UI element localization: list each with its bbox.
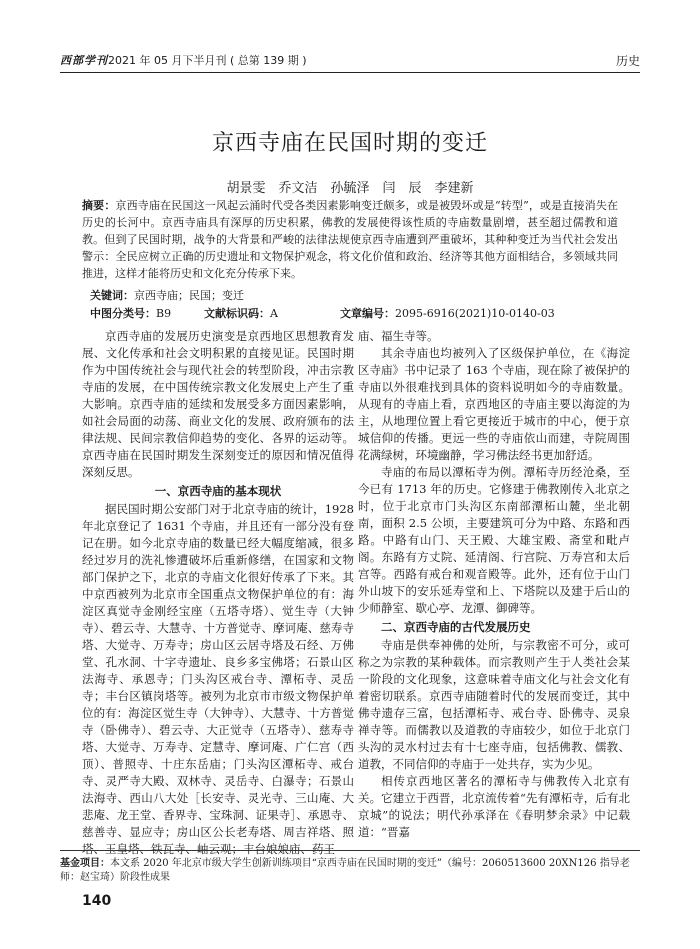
body-paragraph: 寺庙是供奉神佛的处所，与宗教密不可分，或可称之为宗教的某种载体。而宗教则产生于人类社会某一阶段的文化现象，这意味着寺庙文化与社会文化有着密切联系。京西寺庙随着时代的发展而变迁，其中佛寺遗存三富，包括潭柘寺、戒台寺、卧佛寺、灵泉禅寺等。而儒教以及道教的寺庙较少，如位于北京门头沟的灵水村过去有十七座寺庙，包括佛教、儒教、道教，不同信仰的寺庙于一处共存，实为少见。 <box>358 638 630 771</box>
body-paragraph: 相传京西地区著名的潭柘寺与佛教传入北京有关。它建立于西晋，北京流传着“先有潭柘寺，后有北京城”的说法；明代孙承泽在《春明梦余录》中记载道：“晋嘉 <box>358 774 630 839</box>
keywords-text: 京西寺庙；民国；变迁 <box>134 289 244 302</box>
clc-code: 中图分类号：B9 <box>90 307 172 320</box>
body-paragraph: 寺庙的布局以潭柘寺为例。潭柘寺历经沧桑，至今已有 1713 年的历史。它修建于佛教刚传入北京之时，位于北京市门头沟区东南部潭柘山麓，坐北朝南，面积 2.5 公顷，主要建筑可分为中路、东路和西路。中路有山门、天王殿、大雄宝殿、斋堂和毗卢阁。东路有方丈院、延清阁、行宫院、万寿宫和太后宫等。西路有戒台和观音殿等。此外，还有位于山门外山坡下的安乐延寿堂和上、下塔院以及建于后山的少师静室、歇心亭、龙潭、御碑等。 <box>358 465 630 615</box>
section-heading: 一、京西寺庙的基本现状 <box>154 484 282 498</box>
fund-label: 基金项目： <box>60 858 110 869</box>
footnote-fund <box>60 850 640 885</box>
article-title: 京西寺庙在民国时期的变迁 <box>211 131 488 156</box>
abstract-text: 京西寺庙在民国这一风起云涌时代受各类因素影响变迁颇多，或是被毁坏或是“转型”，或是直接消失在历史的长河中。京西寺庙具有深厚的历史积累，佛教的发展使得该性质的寺庙数量剧增，甚至超过儒教和道教。但到了民国时期，战争的大背景和严峻的法律法规使京西寺庙遭到严重破坏，其种种变迁为当代社会发出警示：全民应树立正确的历史遗址和文物保护观念，将文化价值和政治、经济等其他方面相结合，多领域共同推进，这样才能将历史和文化充分传承下来。 <box>82 199 618 280</box>
fund-text: 本文系 2020 年北京市级大学生创新训练项目“京西寺庙在民国时期的变迁”（编号：2060513600 20XN126 指导老师：赵宝琦）阶段性成果 <box>60 858 630 883</box>
page-number: 140 <box>82 893 112 909</box>
body-column-left <box>82 328 354 858</box>
body-paragraph: 庙、福生寺等。 <box>358 329 439 343</box>
abstract-label: 摘要： <box>82 199 116 212</box>
journal-issue-info: 西部学刊2021 年 05 月下半月刊 ( 总第 139 期 ) <box>60 54 307 67</box>
document-code: 文献标识码：A <box>204 307 278 320</box>
section-name: 历史 <box>615 54 640 68</box>
abstract <box>82 197 618 282</box>
article-number: 文章编号：2095-6916(2021)10-0140-03 <box>340 307 555 320</box>
body-paragraph: 据民国时期公安部门对于北京寺庙的统计，1928 年北京登记了 1631 个寺庙，并且还有一部分没有登记在册。如今北京寺庙的数量已经大幅度缩减，很多经过岁月的洗礼惨遭破坏后重新修缮，在国家和文物部门保护之下，北京的寺庙文化很好传承了下来。其中京西被列为北京市全国重点文物保护单位的有：海淀区真觉寺金刚经宝座（五塔寺塔）、觉生寺（大钟寺）、碧云寺、大慧寺、十方普觉寺、摩诃庵、慈寿寺塔、大觉寺、万寿寺；房山区云居寺塔及石经、万佛堂、孔水洞、十字寺遗址、良乡多宝佛塔；石景山区法海寺、承恩寺；门头沟区戒台寺、潭柘寺、灵岳寺；丰台区镇岗塔等。被列为北京市市级文物保护单位的有：海淀区觉生寺（大钟寺）、大慧寺、十方普觉寺（卧佛寺）、碧云寺、大正觉寺（五塔寺）、慈寿寺塔、大觉寺、万寿寺、定慧寺、摩诃庵、广仁宫（西顶）、普照寺、十庄东岳庙；门头沟区潭柘寺、戒台寺、灵严寺大殿、双林寺、灵岳寺、白瀑寺；石景山法海寺、西山八大处［长安寺、灵光寺、三山庵、大悲庵、龙王堂、香界寺、宝珠洞、证果寺］、承恩寺、慈善寺、显应寺；房山区公长老寿塔、周吉祥塔、照塔、玉皇塔、铁瓦寺、岫云观；丰台娘娘庙、药王 <box>82 502 354 856</box>
keywords-label: 关键词： <box>90 289 134 302</box>
article-authors: 胡景雯 乔文洁 孙毓泽 闫 辰 李建新 <box>226 181 474 196</box>
body-paragraph: 京西寺庙的发展历史演变是京西地区思想教育发展、文化传承和社会文明积累的直接见证。民国时期作为中国传统社会与现代社会的转型阶段，冲击宗教寺庙的发展，在中国传统宗教文化发展史上产生了重大影响。京西寺庙的延续和发展受多方面因素影响，如社会局面的动荡、商业文化的发展、政府颁布的法律法规、民间宗教信仰趋势的变化、各界的运动等。京西寺庙在民国时期发生深刻变迁的原因和情况值得深刻反思。 <box>82 329 354 479</box>
keywords <box>90 287 618 303</box>
running-header <box>60 50 640 73</box>
body-paragraph: 其余寺庙也均被列入了区级保护单位，在《海淀区寺庙》书中记录了 163 个寺庙，现在除了被保护的寺庙以外很难找到具体的资料说明如今的寺庙数量。从现有的寺庙上看，京西地区的寺庙主要以海淀的为主，从地理位置上看它更接近于城市的中心，便于京城信仰的传播。更远一些的寺庙依山而建，寺院周围花满绿树，环境幽静，学习佛法经书更加舒适。 <box>358 346 630 462</box>
body-column-right <box>358 328 630 841</box>
section-heading: 二、京西寺庙的古代发展历史 <box>381 620 531 634</box>
journal-name: 西部学刊 <box>60 54 108 67</box>
